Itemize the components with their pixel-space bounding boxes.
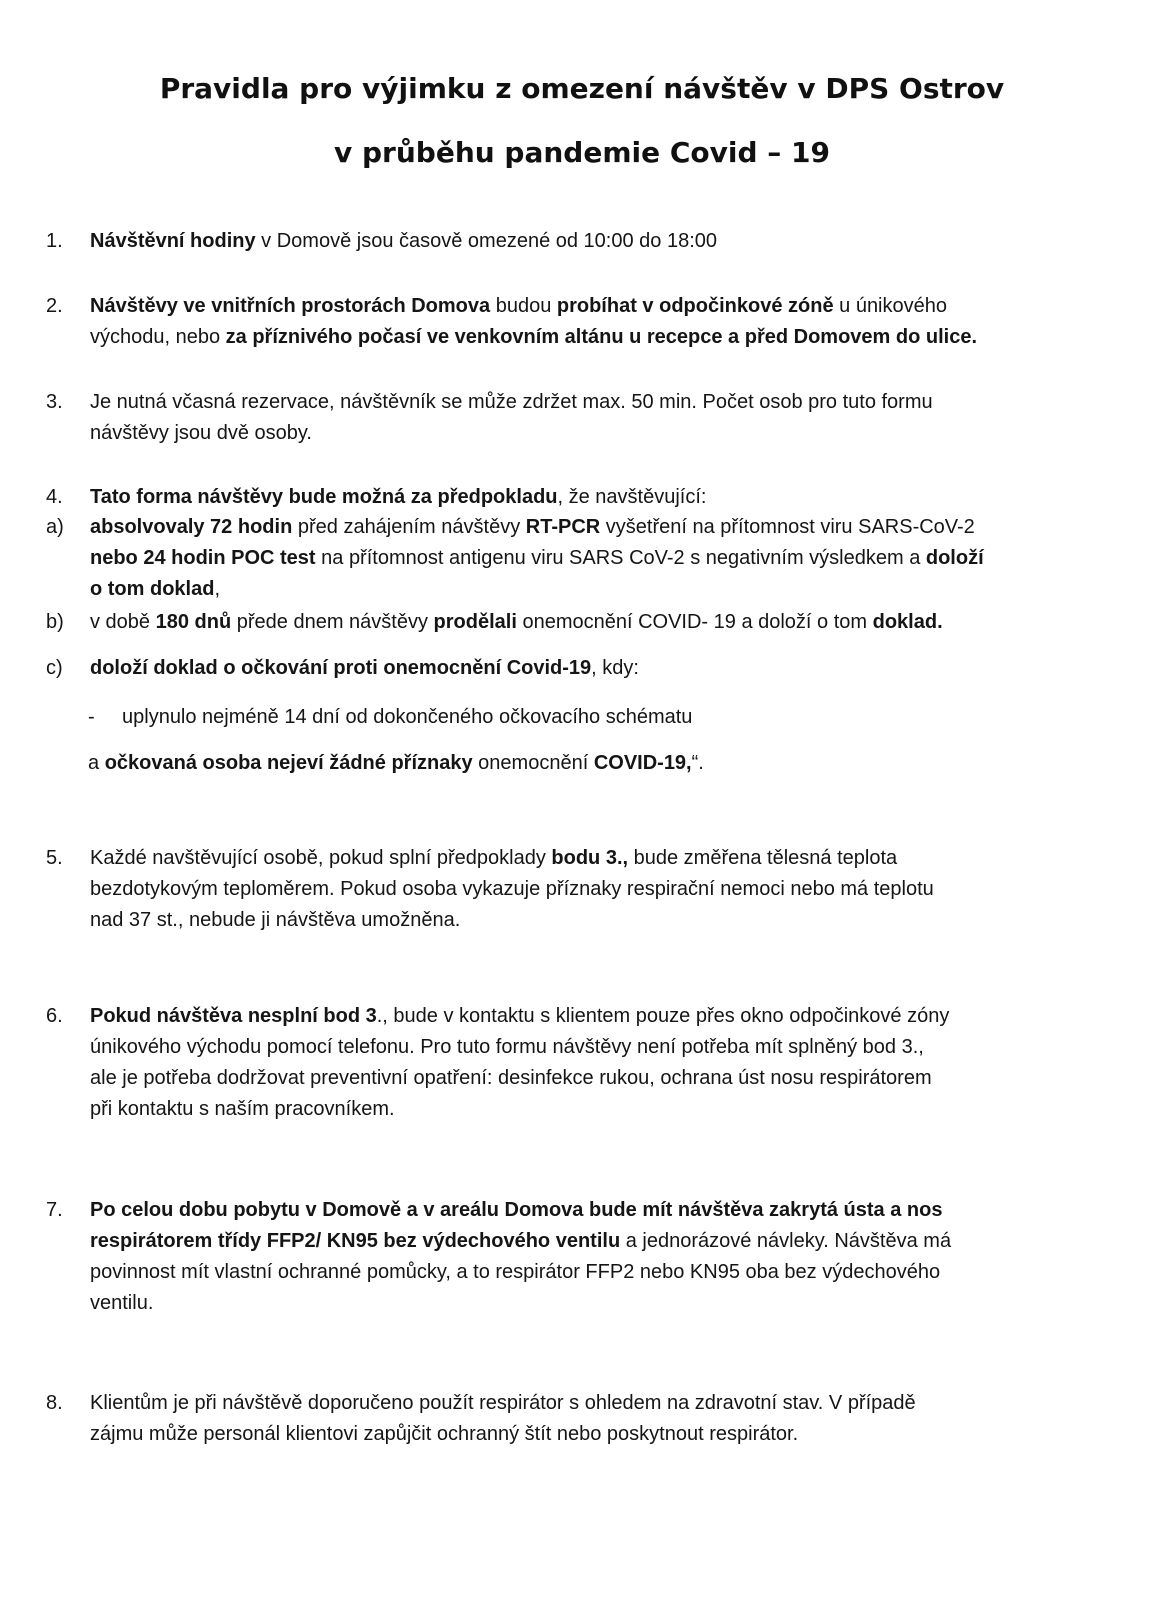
text-line: Klientům je při návštěvě doporučeno použít respirátor s ohledem na zdravotní stav. V případě bbox=[90, 1392, 916, 1414]
sub-item-c-dash-line bbox=[88, 702, 988, 733]
item-letter: a) bbox=[46, 516, 64, 538]
text: , že navštěvující: bbox=[557, 486, 707, 508]
bold-text: prodělali bbox=[433, 611, 517, 633]
item-text bbox=[90, 482, 1086, 513]
dash-bullet: - bbox=[88, 706, 95, 728]
bold-text: doloží bbox=[925, 547, 984, 569]
document-title-line-2: v průběhu pandemie Covid – 19 bbox=[334, 136, 830, 169]
rule-item-8 bbox=[46, 1388, 1086, 1450]
rule-item-5 bbox=[46, 843, 1086, 936]
item-text bbox=[90, 512, 1086, 605]
item-text bbox=[90, 387, 1086, 449]
text: před zahájením návštěvy bbox=[292, 516, 526, 538]
text-line: únikového východu pomocí telefonu. Pro tuto formu návštěvy není potřeba mít splněný bod 3., bbox=[90, 1036, 924, 1058]
text: “. bbox=[691, 752, 704, 774]
bold-text: nebo 24 hodin POC test bbox=[90, 547, 316, 569]
bold-text: Pokud návštěva nesplní bod 3 bbox=[90, 1005, 377, 1027]
bold-text: probíhat v odpočinkové zóně bbox=[556, 295, 834, 317]
bold-text: bodu 3., bbox=[551, 847, 629, 869]
item-number: 5. bbox=[46, 847, 63, 869]
item-text bbox=[90, 653, 1086, 684]
rule-item-7 bbox=[46, 1195, 1086, 1319]
item-number: 6. bbox=[46, 1005, 63, 1027]
bold-text: absolvovaly 72 hodin bbox=[90, 516, 293, 538]
item-text bbox=[90, 1001, 1086, 1125]
text-line: návštěvy jsou dvě osoby. bbox=[90, 422, 312, 444]
item-text bbox=[90, 226, 1086, 257]
document-title-line-1: Pravidla pro výjimku z omezení návštěv v DPS Ostrov bbox=[159, 72, 1005, 105]
text: Každé navštěvující osobě, pokud splní předpoklady bbox=[90, 847, 552, 869]
rule-item-3 bbox=[46, 387, 1086, 449]
item-number: 8. bbox=[46, 1392, 63, 1414]
sub-item-c-vaccinated-line bbox=[88, 748, 988, 779]
item-number: 3. bbox=[46, 391, 63, 413]
item-number: 4. bbox=[46, 486, 63, 508]
text-line: Je nutná včasná rezervace, návštěvník se může zdržet max. 50 min. Počet osob pro tuto formu bbox=[90, 391, 933, 413]
text-line: ventilu. bbox=[90, 1292, 154, 1314]
bold-text: Návštěvy ve vnitřních prostorách Domova bbox=[90, 295, 491, 317]
text: vyšetření na přítomnost viru SARS-CoV-2 bbox=[600, 516, 975, 538]
text: přede dnem návštěvy bbox=[231, 611, 434, 633]
text: u únikového bbox=[833, 295, 947, 317]
rule-item-4 bbox=[46, 482, 1086, 513]
text: uplynulo nejméně 14 dní od dokončeného očkovacího schématu bbox=[122, 706, 693, 728]
text-line: nad 37 st., nebude ji návštěva umožněna. bbox=[90, 909, 461, 931]
item-text bbox=[90, 1388, 1086, 1450]
rule-item-6 bbox=[46, 1001, 1086, 1125]
item-text bbox=[90, 843, 1086, 936]
bold-text: RT-PCR bbox=[525, 516, 601, 538]
sub-item-c bbox=[46, 653, 1086, 684]
text: v době bbox=[90, 611, 156, 633]
bold-text: Po celou dobu pobytu v Domově a v areálu Domova bude mít návštěva zakrytá ústa a nos bbox=[90, 1199, 943, 1221]
bold-text: 180 dnů bbox=[155, 611, 232, 633]
text-line: povinnost mít vlastní ochranné pomůcky, a to respirátor FFP2 nebo KN95 oba bez výdechového bbox=[90, 1261, 941, 1283]
text: onemocnění bbox=[472, 752, 594, 774]
item-text bbox=[90, 607, 1086, 638]
bold-text: za příznivého počasí ve venkovním altánu u recepce a před Domovem do ulice. bbox=[225, 326, 978, 348]
item-number: 2. bbox=[46, 295, 63, 317]
sub-item-a bbox=[46, 512, 1086, 605]
bold-text: Návštěvní hodiny bbox=[90, 230, 256, 252]
item-text bbox=[90, 1195, 1086, 1319]
text: onemocnění COVID- 19 a doloží o tom bbox=[516, 611, 873, 633]
bold-text: o tom doklad bbox=[90, 578, 215, 600]
bold-text: doloží doklad o očkování proti onemocnění Covid-19 bbox=[90, 657, 592, 679]
bold-text: očkovaná osoba nejeví žádné příznaky bbox=[104, 752, 473, 774]
item-letter: b) bbox=[46, 611, 64, 633]
item-letter: c) bbox=[46, 657, 63, 679]
item-number: 1. bbox=[46, 230, 63, 252]
text: , bbox=[214, 578, 221, 600]
text: budou bbox=[490, 295, 557, 317]
text: v Domově jsou časově omezené od 10:00 do 18:00 bbox=[255, 230, 718, 252]
text: a bbox=[88, 752, 105, 774]
text-line: při kontaktu s naším pracovníkem. bbox=[90, 1098, 395, 1120]
bold-text: respirátorem třídy FFP2/ KN95 bez výdechového ventilu bbox=[90, 1230, 621, 1252]
bold-text: COVID-19, bbox=[593, 752, 692, 774]
text-line: ale je potřeba dodržovat preventivní opatření: desinfekce rukou, ochrana úst nosu respirátorem bbox=[90, 1067, 932, 1089]
text-line: bezdotykovým teploměrem. Pokud osoba vykazuje příznaky respirační nemoci nebo má teplotu bbox=[90, 878, 934, 900]
text: , kdy: bbox=[591, 657, 639, 679]
text: ., bude v kontaktu s klientem pouze přes okno odpočinkové zóny bbox=[376, 1005, 950, 1027]
item-number: 7. bbox=[46, 1199, 63, 1221]
rule-item-1 bbox=[46, 226, 1086, 257]
bold-text: Tato forma návštěvy bude možná za předpokladu bbox=[90, 486, 558, 508]
text-line: zájmu může personál klientovi zapůjčit ochranný štít nebo poskytnout respirátor. bbox=[90, 1423, 799, 1445]
text: bude změřena tělesná teplota bbox=[628, 847, 898, 869]
text: a jednorázové návleky. Návštěva má bbox=[620, 1230, 952, 1252]
bold-text: doklad. bbox=[872, 611, 943, 633]
text: východu, nebo bbox=[90, 326, 226, 348]
sub-item-b bbox=[46, 607, 1086, 638]
text: na přítomnost antigenu viru SARS CoV-2 s negativním výsledkem a bbox=[315, 547, 926, 569]
rule-item-2 bbox=[46, 291, 1086, 353]
item-text bbox=[90, 291, 1086, 353]
